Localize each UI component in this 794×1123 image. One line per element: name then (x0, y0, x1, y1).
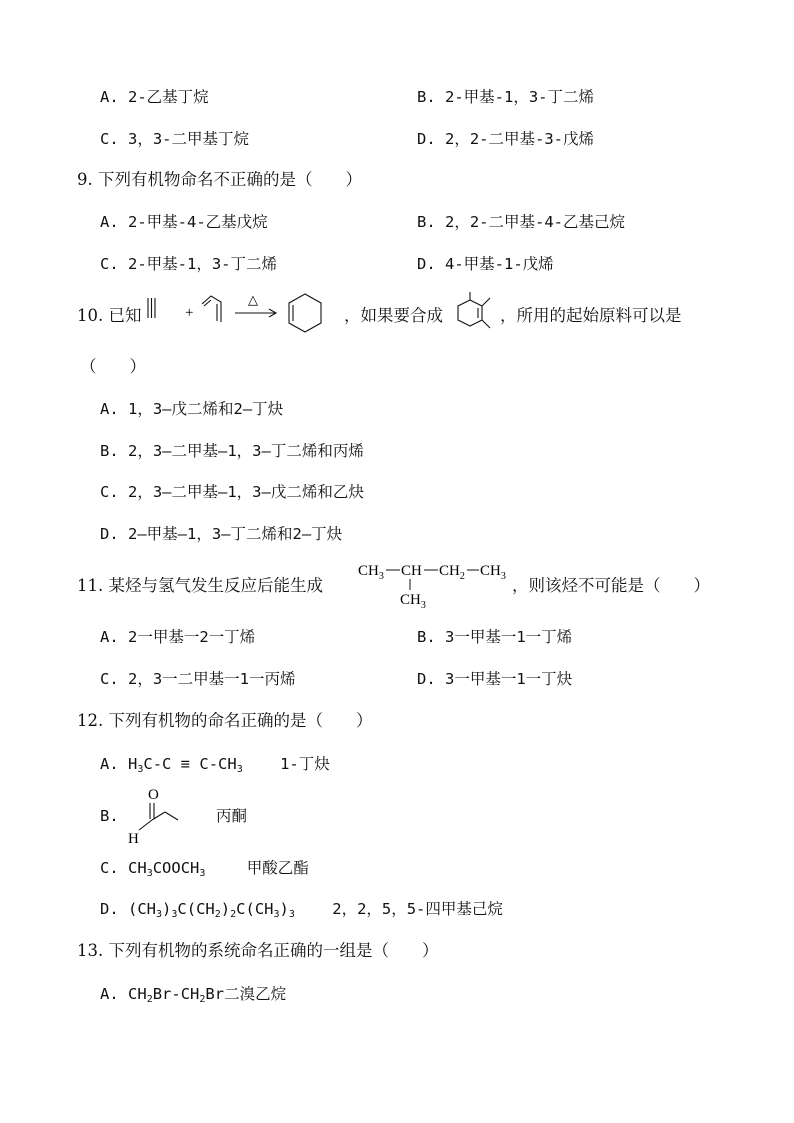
q12-option-d-label: D. (100, 900, 119, 918)
q12-option-a-label: A. (100, 755, 119, 773)
q10-option-a: A. 1，3—戊二烯和2—丁炔 (100, 400, 284, 418)
q11-structural-formula (356, 556, 514, 612)
q13-option-a-label: A. (100, 985, 119, 1003)
q8-option-b: B. 2-甲基-1，3-丁二烯 (417, 88, 594, 106)
q12-option-d-formula: $(CH_3)_3C(CH_2)_2C(CH_3)_3$ (128, 900, 295, 920)
q12-option-c-label: C. (100, 859, 119, 877)
formula-ch2: $CH_2$ (439, 563, 465, 582)
q10-option-b: B. 2，3—二甲基—1，3—丁二烯和丙烯 (100, 442, 364, 460)
formula-ch3-left: $CH_3$ (358, 563, 384, 582)
target-molecule-diagram (450, 290, 500, 338)
q10-option-c: C. 2，3—二甲基—1，3—戊二烯和乙炔 (100, 483, 364, 501)
plus-sign: + (185, 305, 194, 321)
formula-ch3-right: $CH_3$ (480, 563, 506, 582)
q12-option-d-name: 2，2，5，5-四甲基己烷 (332, 900, 503, 918)
q8-option-d: D. 2，2-二甲基-3-戊烯 (417, 130, 594, 148)
q9-option-d: D. 4-甲基-1-戊烯 (417, 255, 554, 273)
q8-option-c: C. 3，3-二甲基丁烷 (100, 130, 249, 148)
q11-stem-suffix: ，则该烃不可能是（ ） (512, 576, 710, 595)
q13-option-a-name: 二溴乙烷 (224, 985, 287, 1003)
q13-stem: 13. 下列有机物的系统命名正确的一组是（ ） (77, 941, 439, 960)
formula-ch: CH (401, 563, 422, 579)
q9-stem: 9. 下列有机物命名不正确的是（ ） (77, 170, 362, 189)
q10-reaction-diagram (145, 288, 345, 344)
q13-option-a (100, 984, 286, 1010)
heat-symbol: △ (248, 292, 258, 307)
oxygen-atom: O (148, 787, 159, 803)
q12-propanal-structure (122, 783, 184, 847)
q12-option-a (100, 754, 330, 780)
q12-option-b-name: 丙酮 (216, 807, 248, 825)
q11-option-b: B. 3一甲基一1一丁烯 (417, 628, 573, 646)
q10-stem-suffix: ，所用的起始原料可以是 (500, 306, 682, 325)
q12-option-d (100, 899, 503, 925)
q11-option-c: C. 2，3一二甲基一1一丙烯 (100, 670, 296, 688)
formula-branch-ch3: $CH_3$ (400, 592, 426, 611)
q12-option-c (100, 858, 309, 884)
q8-option-a: A. 2-乙基丁烷 (100, 88, 209, 106)
q10-option-d: D. 2—甲基—1，3—丁二烯和2—丁炔 (100, 525, 343, 543)
q12-option-b-label: B. (100, 807, 119, 825)
q10-answer-paren: （ ） (80, 357, 146, 376)
q12-option-c-name: 甲酸乙酯 (246, 859, 309, 877)
reaction-arrow (235, 309, 276, 317)
q13-option-a-formula: $CH_2Br-CH_2Br$ (128, 985, 225, 1005)
alkyne-structure (148, 298, 155, 318)
q9-option-c: C. 2-甲基-1，3-丁二烯 (100, 255, 277, 273)
q11-option-d: D. 3一甲基一1一丁炔 (417, 670, 573, 688)
q9-option-a: A. 2-甲基-4-乙基戊烷 (100, 213, 268, 231)
q9-option-b: B. 2，2-二甲基-4-乙基己烷 (417, 213, 625, 231)
q10-stem-prefix: 10. 已知 (77, 306, 142, 325)
q11-stem-prefix: 11. 某烃与氢气发生反应后能生成 (77, 576, 323, 595)
q12-option-a-formula: $H_3C-C \equiv C-CH_3$ (128, 755, 243, 775)
q10-stem-middle: ，如果要合成 (344, 306, 443, 325)
q12-option-c-formula: $CH_3COOCH_3$ (128, 859, 206, 879)
q11-option-a: A. 2一甲基一2一丁烯 (100, 628, 256, 646)
diene-structure (202, 296, 221, 322)
cyclohexene-structure (289, 294, 321, 332)
q12-stem: 12. 下列有机物的命名正确的是（ ） (77, 711, 373, 730)
q12-option-a-name: 1-丁炔 (280, 755, 330, 773)
hydrogen-atom: H (128, 831, 139, 847)
